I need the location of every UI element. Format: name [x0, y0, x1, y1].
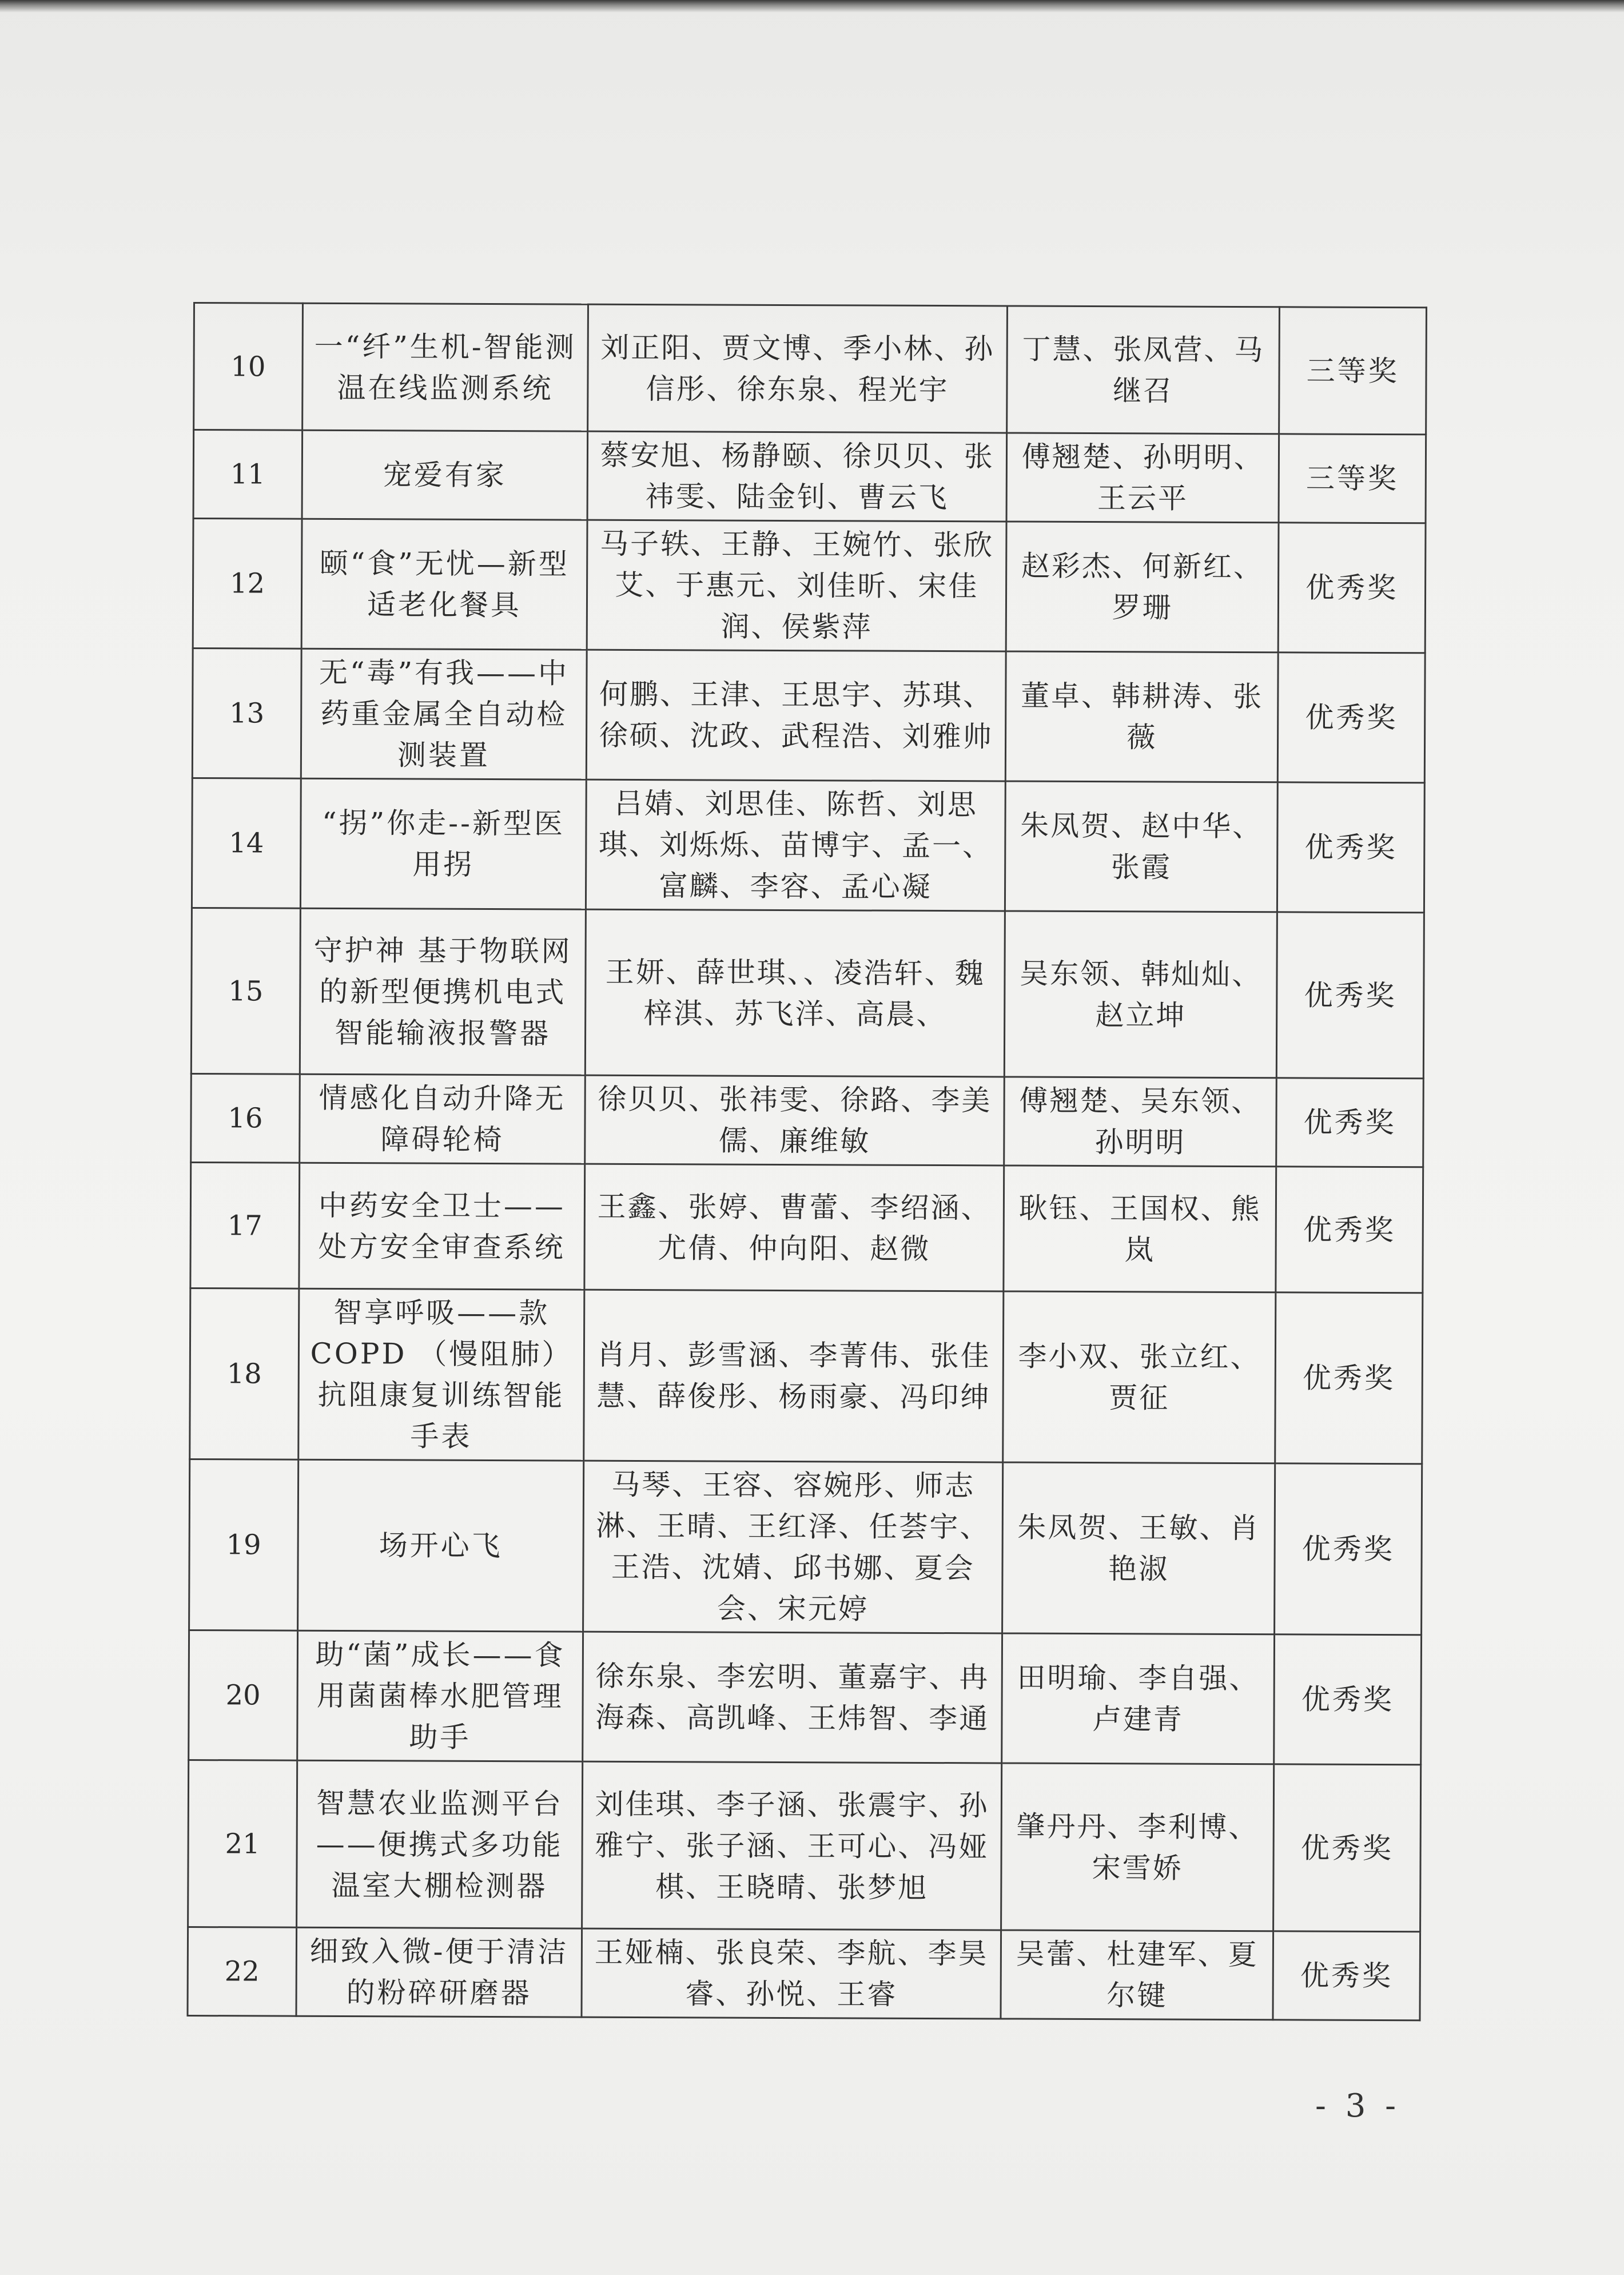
award-level: 优秀奖 [1273, 1931, 1420, 2021]
row-number: 19 [189, 1459, 298, 1630]
table-row [193, 430, 1426, 523]
teacher-names: 李小双、张立红、贾征 [1003, 1291, 1276, 1463]
teacher-names: 傅翘楚、吴东领、孙明明 [1004, 1077, 1277, 1167]
award-table [186, 302, 1427, 2021]
table-row [191, 908, 1424, 1078]
project-name: 细致入微-便于清洁的粉碎研磨器 [296, 1927, 582, 2017]
table-row [194, 303, 1427, 435]
paper-top-edge [0, 0, 1624, 13]
award-level: 优秀奖 [1277, 912, 1424, 1079]
project-name: 场开心飞 [297, 1459, 584, 1632]
teacher-names: 赵彩杰、何新红、罗珊 [1006, 522, 1279, 653]
student-names: 蔡安旭、杨静颐、徐贝贝、张祎雯、陆金钊、曹云飞 [587, 431, 1006, 522]
table-row [188, 1927, 1420, 2020]
student-names: 徐东泉、李宏明、董嘉宇、冉海森、高凯峰、王炜智、李通 [583, 1632, 1002, 1763]
teacher-names: 耿钰、王国权、熊岚 [1004, 1166, 1276, 1292]
row-number: 20 [189, 1630, 298, 1760]
row-number: 10 [194, 303, 303, 431]
project-name: “拐”你走--新型医用拐 [300, 778, 586, 909]
award-level: 优秀奖 [1275, 1463, 1422, 1635]
project-name: 颐“食”无忧—新型适老化餐具 [301, 519, 587, 650]
award-level: 三等奖 [1279, 307, 1427, 435]
award-level: 优秀奖 [1277, 782, 1425, 913]
project-name: 无“毒”有我——中药重金属全自动检测装置 [301, 649, 587, 779]
student-names: 肖月、彭雪涵、李菁伟、张佳慧、薛俊彤、杨雨豪、冯印绅 [584, 1290, 1004, 1462]
row-number: 15 [191, 908, 300, 1074]
student-names: 马子轶、王静、王婉竹、张欣艾、于惠元、刘佳昕、宋佳润、侯紫萍 [587, 520, 1006, 651]
project-name: 宠爱有家 [302, 430, 588, 520]
project-name: 助“菌”成长——食用菌菌棒水肥管理助手 [297, 1630, 583, 1761]
student-names: 王妍、薛世琪、、凌浩轩、魏梓淇、苏飞洋、高晨、 [586, 909, 1005, 1077]
row-number: 12 [193, 519, 302, 649]
student-names: 吕婧、刘思佳、陈哲、刘思琪、刘烁烁、苗博宇、孟一、富麟、李容、孟心凝 [586, 779, 1006, 911]
project-name: 中药安全卫士——处方安全审查系统 [299, 1163, 585, 1290]
row-number: 21 [188, 1760, 297, 1927]
project-name: 守护神 基于物联网的新型便携机电式智能输液报警器 [300, 908, 586, 1075]
student-names: 马琴、王容、容婉彤、师志淋、王晴、王红泽、任荟宇、王浩、沈婧、邱书娜、夏会会、宋元婷 [583, 1461, 1003, 1633]
teacher-names: 朱凤贺、王敏、肖艳淑 [1002, 1462, 1275, 1634]
page-number: - 3 - [1315, 2087, 1401, 2125]
award-level: 优秀奖 [1276, 1167, 1423, 1293]
table-row [188, 1760, 1421, 1931]
award-level: 优秀奖 [1275, 1292, 1423, 1464]
row-number: 16 [191, 1073, 300, 1163]
table-row [192, 649, 1425, 783]
student-names: 王鑫、张婷、曹蕾、李绍涵、尤倩、仲向阳、赵微 [584, 1164, 1004, 1291]
teacher-names: 吴东领、韩灿灿、赵立坤 [1004, 911, 1277, 1078]
student-names: 王娅楠、张良荣、李航、李昊睿、孙悦、王睿 [582, 1928, 1001, 2019]
project-name: 智慧农业监测平台——便携式多功能温室大棚检测器 [296, 1760, 583, 1928]
row-number: 13 [192, 649, 301, 779]
award-level: 优秀奖 [1274, 1634, 1422, 1765]
student-names: 徐贝贝、张祎雯、徐路、李美儒、廉维敏 [585, 1075, 1004, 1166]
award-level: 优秀奖 [1278, 653, 1426, 783]
project-name: 一“纤”生机-智能测温在线监测系统 [302, 303, 588, 431]
teacher-names: 丁慧、张凤营、马继召 [1007, 306, 1280, 434]
table-row [190, 1288, 1423, 1463]
table-row [191, 1073, 1424, 1167]
teacher-names: 朱凤贺、赵中华、张霞 [1005, 781, 1277, 912]
row-number: 18 [190, 1288, 299, 1459]
award-level: 优秀奖 [1278, 523, 1426, 653]
project-name: 智享呼吸——款COPD （慢阻肺）抗阻康复训练智能手表 [298, 1288, 585, 1461]
table-row [192, 778, 1424, 912]
table-row [189, 1459, 1422, 1634]
student-names: 刘佳琪、李子涵、张震宇、孙雅宁、张子涵、王可心、冯娅棋、王晓晴、张梦旭 [582, 1761, 1002, 1930]
award-level: 优秀奖 [1273, 1764, 1421, 1932]
row-number: 17 [190, 1162, 300, 1288]
row-number: 14 [192, 778, 301, 908]
teacher-names: 肇丹丹、李利博、宋雪娇 [1001, 1763, 1274, 1931]
table-row [190, 1162, 1423, 1292]
teacher-names: 傅翘楚、孙明明、王云平 [1006, 433, 1279, 523]
project-name: 情感化自动升降无障碍轮椅 [300, 1074, 586, 1164]
teacher-names: 田明瑜、李自强、卢建青 [1002, 1633, 1275, 1764]
award-level: 三等奖 [1279, 434, 1426, 523]
row-number: 11 [193, 430, 302, 519]
table-row [193, 519, 1426, 653]
row-number: 22 [188, 1927, 296, 2016]
student-names: 何鹏、王津、王思宇、苏琪、徐硕、沈政、武程浩、刘雅帅 [587, 650, 1006, 781]
teacher-names: 董卓、韩耕涛、张薇 [1005, 651, 1278, 782]
teacher-names: 吴蕾、杜建军、夏尔键 [1001, 1930, 1273, 2020]
student-names: 刘正阳、贾文博、季小林、孙信彤、徐东泉、程光宇 [588, 304, 1008, 433]
award-level: 优秀奖 [1276, 1078, 1423, 1167]
table-row [189, 1630, 1422, 1764]
